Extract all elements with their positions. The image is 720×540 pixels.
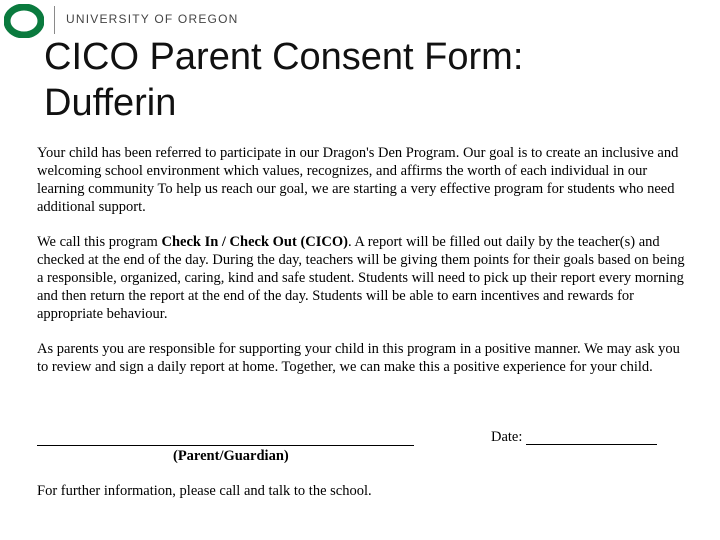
slide-title bbox=[44, 34, 684, 126]
signature-line bbox=[37, 445, 414, 446]
date-label: Date: bbox=[491, 429, 523, 445]
paragraph-parents: As parents you are responsible for supporting your child in this program in a positive manner. We may ask you to review and sign a daily report at home. Together, we can make this a positive experience for your child. bbox=[37, 341, 680, 375]
logo-divider bbox=[54, 6, 55, 34]
program-text-details: . A report will be filled out daily by the teacher(s) and checked at the end of the day. During the day, teachers will be giving them points for their goals based on being a responsible, organized, caring, kind and safe student. Students will need to pick up their report every morning and then return the report at the end of the day. Students will be able to earn incentives and rewards for appropriate behaviour. bbox=[37, 234, 685, 322]
university-o-logo-icon bbox=[4, 4, 44, 38]
program-name: Check In / Check Out (CICO) bbox=[161, 234, 348, 250]
date-line bbox=[526, 444, 657, 445]
paragraph-program bbox=[37, 233, 685, 323]
signature-label: (Parent/Guardian) bbox=[173, 448, 289, 464]
university-name: UNIVERSITY OF OREGON bbox=[66, 12, 239, 26]
paragraph-intro: Your child has been referred to participate in our Dragon's Den Program. Our goal is to create an inclusive and welcoming school environment which values, recognizes, and affirms the worth of each individual in our learning community To help us reach our goal, we are starting a very effective program for students who need additional support. bbox=[37, 145, 679, 215]
footer-note: For further information, please call and talk to the school. bbox=[37, 483, 372, 499]
consent-form-body bbox=[37, 144, 685, 393]
title-line-2: Dufferin bbox=[44, 82, 177, 124]
title-line-1: CICO Parent Consent Form: bbox=[44, 36, 524, 78]
program-text-lead: We call this program bbox=[37, 234, 162, 250]
